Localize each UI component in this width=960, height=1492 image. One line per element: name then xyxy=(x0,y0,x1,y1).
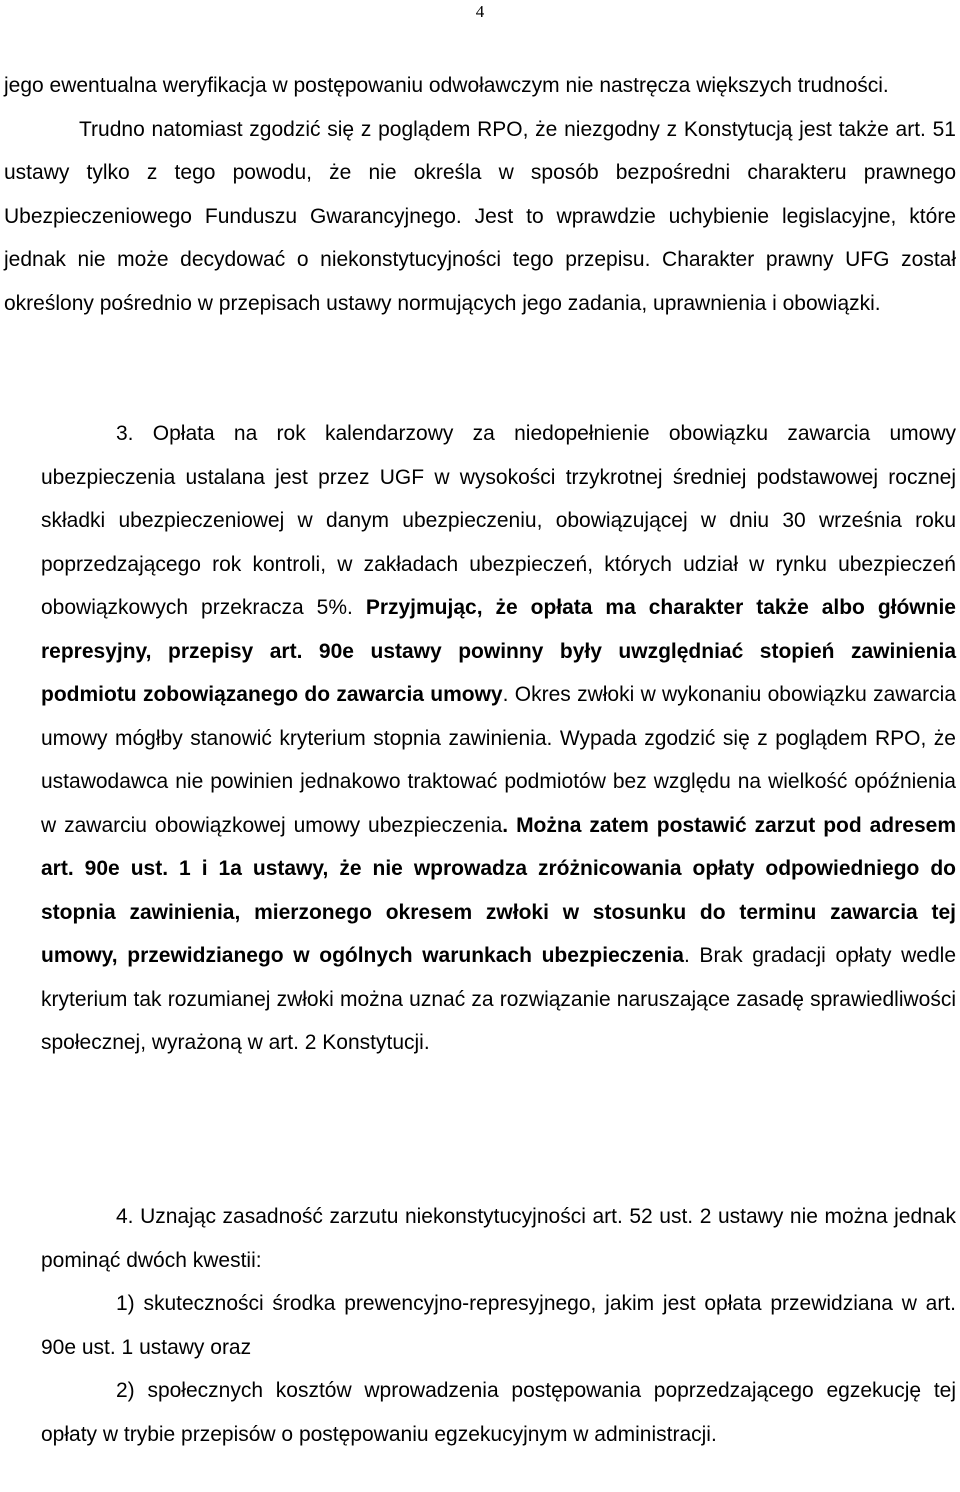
page-number: 4 xyxy=(475,2,485,21)
paragraph-section-4: 4. Uznając zasadność zarzutu niekonstytucyjności art. 52 ust. 2 ustawy nie można jednak pominąć dwóch kwestii: xyxy=(41,1205,956,1272)
paragraph-section-3 xyxy=(41,412,956,1065)
section-3-bold-a: Przyjmując, że opłata ma charakter także albo głównie represyjny, przepisy art. 90e ustawy powinny były uwzględniać stopień zawinienia podmiotu zobowiązanego do zawarcia umowy xyxy=(41,596,956,706)
section-3-text-b: . Okres zwłoki w wykonaniu obowiązku zawarcia umowy mógłby stanowić kryterium stopnia zawinienia. Wypada zgodzić się z poglądem RPO, że ustawodawca nie powinien jednakowo traktować podmiotów bez względu na wielkość opóźnienia w zawarciu obowiązkowej umowy ubezpieczenia xyxy=(41,683,956,837)
section-3-text-c: . Brak gradacji opłaty wedle kryterium tak rozumianej zwłoki można uznać za rozwiązanie naruszające zasadę sprawiedliwości społecznej, wyrażoną w art. 2 Konstytucji. xyxy=(41,944,956,1054)
paragraph-intro-continuation: jego ewentualna weryfikacja w postępowaniu odwoławczym nie nastręcza większych trudności. xyxy=(4,74,889,97)
section-3-bold-b: . Można zatem postawić zarzut pod adresem art. 90e ust. 1 i 1a ustawy, że nie wprowadza zróżnicowania opłaty odpowiedniego do stopnia zawinienia, mierzonego okresem zwłoki w stosunku do terminu zawarcia tej umowy, przewidzianego w ogólnych warunkach ubezpieczenia xyxy=(41,813,956,967)
list-item-1: 1) skuteczności środka prewencyjno-represyjnego, jakim jest opłata przewidziana w art. 90e ust. 1 ustawy oraz xyxy=(41,1292,956,1359)
intro-block xyxy=(4,64,956,325)
list-item-2: 2) społecznych kosztów wprowadzenia postępowania poprzedzającego egzekucję tej opłaty w trybie przepisów o postępowaniu egzekucyjnym w administracji. xyxy=(41,1379,956,1446)
section-3-text-a: 3. Opłata na rok kalendarzowy za niedopełnienie obowiązku zawarcia umowy ubezpieczenia ustalana jest przez UGF w wysokości trzykrotnej średniej podstawowej rocznej składki ubezpieczeniowej w danym ubezpieczeniu, obowiązującej w dniu 30 września roku poprzedzającego rok kontroli, w zakładach ubezpieczeń, których udział w rynku ubezpieczeń obowiązkowych przekracza 5%. xyxy=(41,422,956,619)
paragraph-rpo-art51: Trudno natomiast zgodzić się z poglądem RPO, że niezgodny z Konstytucją jest także art. 51 ustawy tylko z tego powodu, że nie określa w sposób bezpośredni charakteru prawnego Ubezpieczeniowego Funduszu Gwarancyjnego. Jest to wprawdzie uchybienie legislacyjne, które jednak nie może decydować o niekonstytucyjności tego przepisu. Charakter prawny UFG został określony pośrednio w przepisach ustawy normujących jego zadania, uprawnienia i obowiązki. xyxy=(4,117,956,315)
section-3 xyxy=(41,412,956,1065)
section-4 xyxy=(41,1195,956,1456)
